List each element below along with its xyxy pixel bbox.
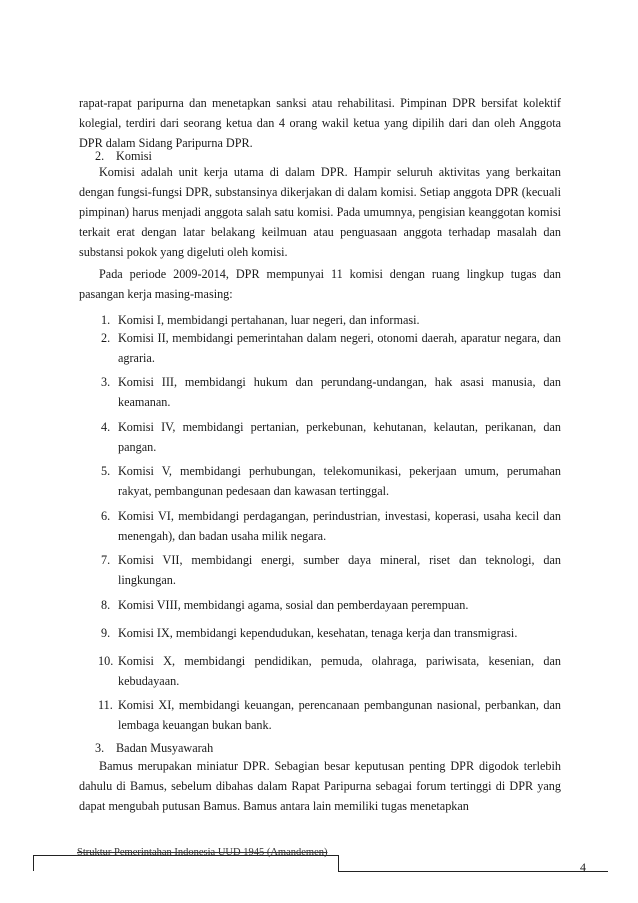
list-item	[101, 372, 561, 412]
list-item-text: Komisi III, membidangi hukum dan perundang-undangan, hak asasi manusia, dan keamanan.	[118, 375, 561, 409]
list-item	[101, 623, 561, 643]
list-item	[101, 595, 561, 615]
list-item-number: 2.	[101, 331, 111, 345]
list-item-number: 3.	[101, 375, 111, 389]
list-item-number: 4.	[101, 420, 111, 434]
list-item-text: Komisi VI, membidangi perdagangan, perindustrian, investasi, koperasi, usaha kecil dan menengah), dan badan usaha milik negara.	[118, 509, 561, 543]
list-item-number: 8.	[101, 598, 111, 612]
footer-title: Struktur Pemerintahan Indonesia UUD 1945 (Amandemen)	[77, 847, 328, 858]
list-item	[101, 328, 561, 368]
list-item-text: Komisi VII, membidangi energi, sumber daya mineral, riset dan teknologi, dan lingkungan.	[118, 553, 561, 587]
list-item-number: 5.	[101, 464, 111, 478]
section-title: Komisi	[116, 149, 152, 163]
section-heading-bamus	[95, 738, 213, 758]
footer-border	[338, 871, 608, 872]
paragraph-pimpinan: rapat-rapat paripurna dan menetapkan sanksi atau rehabilitasi. Pimpinan DPR bersifat kolektif kolegial, terdiri dari seorang ketua dan 4 orang wakil ketua yang dipilih dari dan oleh Anggota DPR dalam Sidang Paripurna DPR.	[79, 96, 561, 150]
list-item-text: Komisi X, membidangi pendidikan, pemuda, olahraga, pariwisata, kesenian, dan kebudayaan.	[118, 654, 561, 688]
list-item-text: Komisi VIII, membidangi agama, sosial dan pemberdayaan perempuan.	[118, 598, 469, 612]
list-item-text: Komisi IX, membidangi kependudukan, kesehatan, tenaga kerja dan transmigrasi.	[118, 626, 518, 640]
list-item-number: 10.	[98, 654, 114, 668]
list-item	[98, 695, 561, 735]
section-title: Badan Musyawarah	[116, 741, 214, 755]
list-item-number: 7.	[101, 553, 111, 567]
footer-border	[33, 855, 34, 871]
list-item	[101, 310, 561, 330]
paragraph-bamus: Bamus merupakan miniatur DPR. Sebagian besar keputusan penting DPR digodok terlebih dahulu di Bamus, sebelum dibahas dalam Rapat Paripurna sebagai forum tertinggi di DPR yang dapat mengubah putusan Bamus. Bamus antara lain memiliki tugas menetapkan	[79, 759, 561, 813]
paragraph-periode: Pada periode 2009-2014, DPR mempunyai 11 komisi dengan ruang lingkup tugas dan pasangan kerja masing-masing:	[79, 267, 561, 301]
section-number: 2.	[95, 149, 105, 163]
list-item	[101, 417, 561, 457]
list-item	[101, 506, 561, 546]
list-item-number: 6.	[101, 509, 111, 523]
list-item-number: 1.	[101, 313, 111, 327]
page-number: 4	[580, 860, 586, 874]
list-item-text: Komisi IV, membidangi pertanian, perkebunan, kehutanan, kelautan, perikanan, dan pangan.	[118, 420, 561, 454]
section-number: 3.	[95, 741, 105, 755]
list-item-text: Komisi V, membidangi perhubungan, telekomunikasi, pekerjaan umum, perumahan rakyat, pembangunan pedesaan dan kawasan tertinggal.	[118, 464, 561, 498]
list-item	[101, 550, 561, 590]
list-item	[101, 461, 561, 501]
paragraph-komisi: Komisi adalah unit kerja utama di dalam DPR. Hampir seluruh aktivitas yang berkaitan dengan fungsi-fungsi DPR, substansinya dikerjakan di dalam komisi. Setiap anggota DPR (kecuali pimpinan) harus menjadi anggota salah satu komisi. Pada umumnya, pengisian keanggotan komisi terkait erat dengan latar belakang keilmuan atau penguasaan anggota terhadap masalah dan substansi pokok yang digeluti oleh komisi.	[79, 165, 561, 259]
list-item-text: Komisi II, membidangi pemerintahan dalam negeri, otonomi daerah, aparatur negara, dan agraria.	[118, 331, 561, 365]
list-item-number: 11.	[98, 698, 113, 712]
list-item-number: 9.	[101, 626, 111, 640]
list-item	[98, 651, 561, 691]
list-item-text: Komisi I, membidangi pertahanan, luar negeri, dan informasi.	[118, 313, 420, 327]
list-item-text: Komisi XI, membidangi keuangan, perencanaan pembangunan nasional, perbankan, dan lembaga keuangan bukan bank.	[118, 698, 561, 732]
footer-border	[338, 855, 339, 871]
